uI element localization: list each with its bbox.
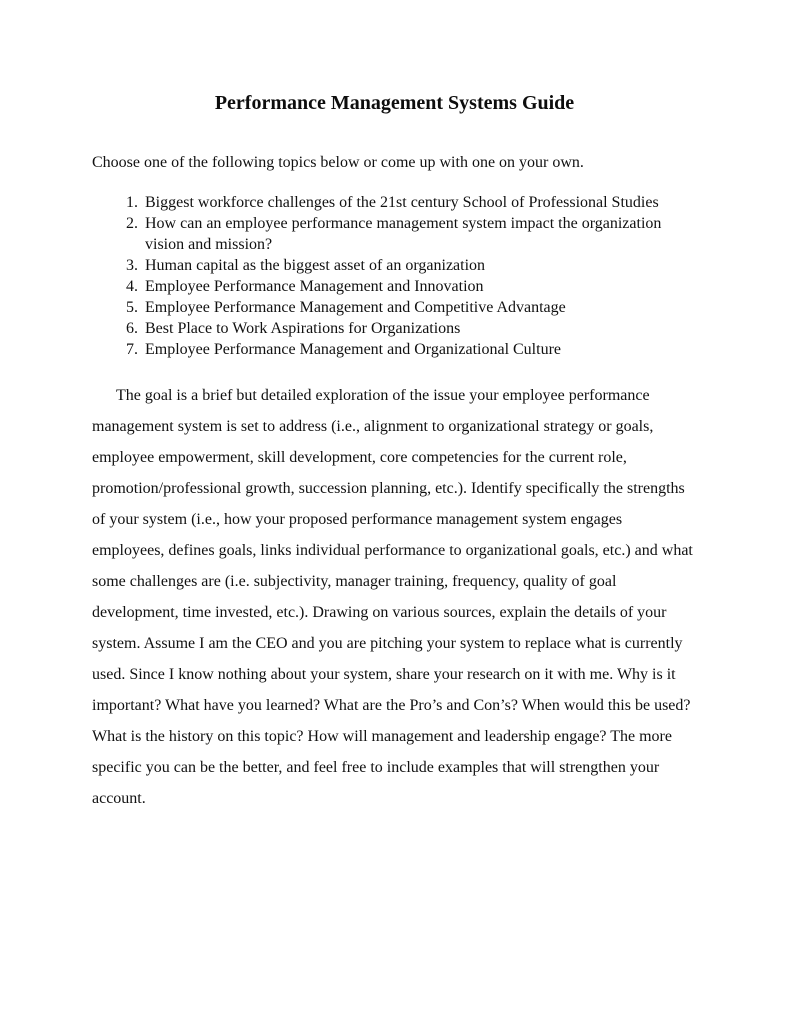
topic-item-4: 4. Employee Performance Management and Innovation	[142, 276, 697, 297]
topic-item-7: 7. Employee Performance Management and Organizational Culture	[142, 339, 697, 360]
topic-item-2: 2. How can an employee performance management system impact the organization vision and mission?	[142, 213, 697, 255]
topic-item-1: 1. Biggest workforce challenges of the 21st century School of Professional Studies	[142, 192, 697, 213]
intro-sentence: Choose one of the following topics below or come up with one on your own.	[92, 154, 584, 171]
topics-list	[92, 192, 697, 360]
topic-item-6: 6. Best Place to Work Aspirations for Organizations	[142, 318, 697, 339]
topic-item-5: 5. Employee Performance Management and Competitive Advantage	[142, 297, 697, 318]
assignment-body-paragraph: The goal is a brief but detailed exploration of the issue your employee performance management system is set to address (i.e., alignment to organizational strategy or goals, employee empowerment, skill development, core competencies for the current role, promotion/professional growth, succession planning, etc.). Identify specifically the strengths of your system (i.e., how your proposed performance management system engages employees, defines goals, links individual performance to organizational goals, etc.) and what some challenges are (i.e. subjectivity, manager training, frequency, quality of goal development, time invested, etc.). Drawing on various sources, explain the details of your system. Assume I am the CEO and you are pitching your system to replace what is currently used. Since I know nothing about your system, share your research on it with me. Why is it important? What have you learned? What are the Pro’s and Con’s? When would this be used? What is the history on this topic? How will management and leadership engage? The more specific you can be the better, and feel free to include examples that will strengthen your account.	[92, 387, 693, 807]
document-title: Performance Management Systems Guide	[214, 92, 575, 114]
topic-item-3: 3. Human capital as the biggest asset of an organization	[142, 255, 697, 276]
